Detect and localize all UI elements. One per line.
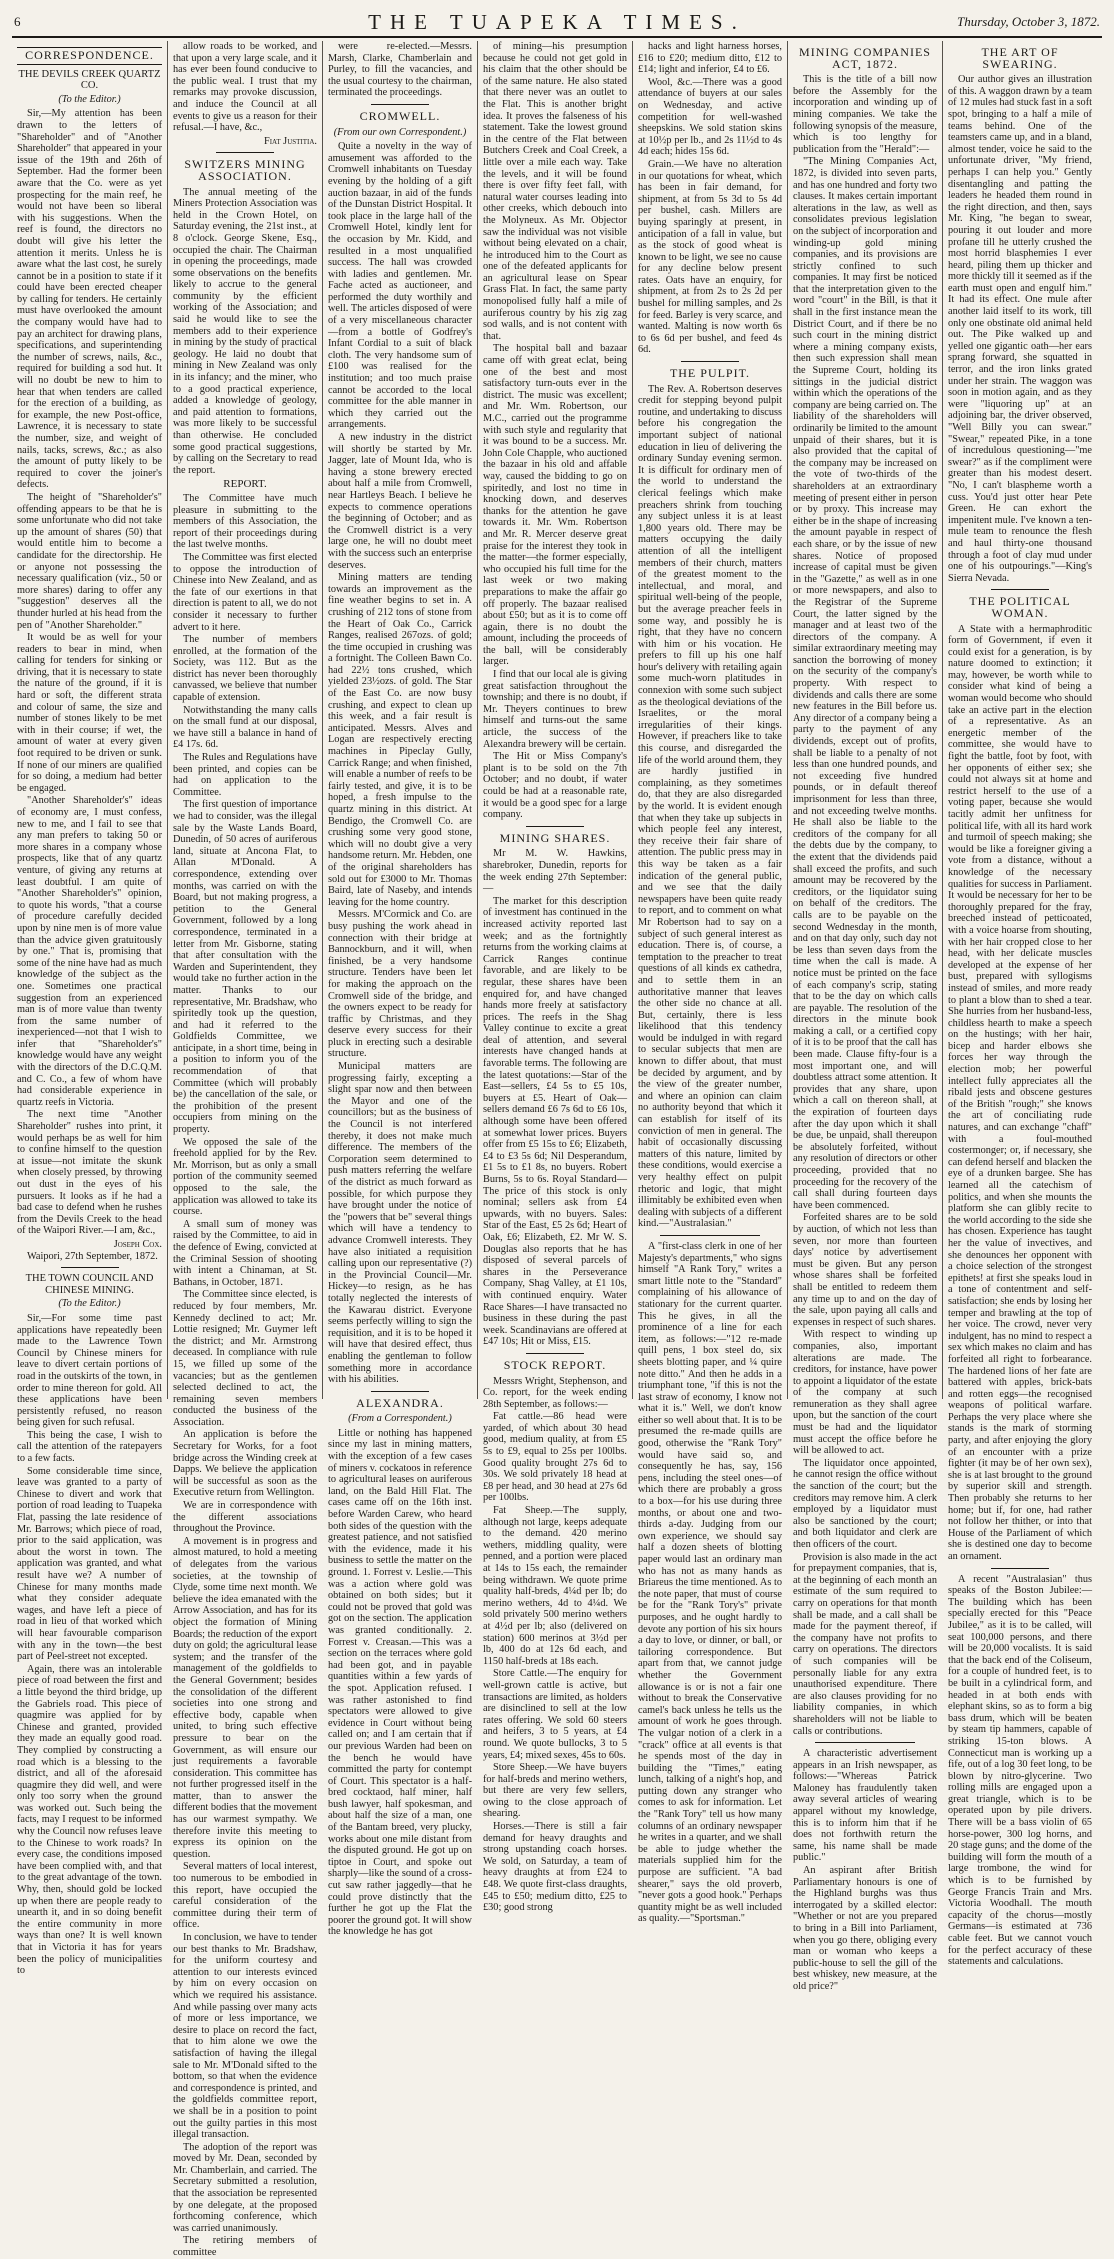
paragraph: allow roads to be worked, and that upon a very large scale, and it has ever been found conducive to the public weal. I trust that my remarks may provoke discussion, and induce the Council at all events to give us a reason for their refusal.—I have, &c.,	[173, 41, 317, 134]
article-body	[638, 1241, 782, 1925]
paragraph: "Another Shareholder's" ideas of economy are, I must confess, new to me, and I fail to see that any man prefers to taking 50 or more shares in a company whose prospects, like that of any quartz venture, of giving any returns at least doubtful. I am quite of "Another Shareholder's" opinion, to quote his words, "that a course of procedure carefully decided upon by nine men is of more value than the advice given gratuitously by one." That is, promising that some of the nine have had as much knowledge of the subject as the one. Sometimes one practical suggestion from an experienced man is of more value than twenty from the same number of inexperienced—not that I wish to infer that "Shareholder's" knowledge would have any weight with the directors of the D.C.Q.M. and C. Co., a few of whom have had considerable experience in quartz reefs in Victoria.	[17, 795, 162, 1108]
continued-text	[638, 41, 782, 356]
paragraph: A characteristic advertisement appears in an Irish newspaper, as follows:—"Whereas Patrick Maloney has fraudulently taken away several articles of wearing apparel without my knowledge, this is to inform him that if he does not forthwith return the same, his name shall be made public."	[793, 1748, 937, 1864]
paragraph: It would be as well for your readers to bear in mind, when calling for tenders for sinking or driving, that it is necessary to state the nature of the ground, if it is hard or soft, the different strata and colour of same, the size and number of stones likely to be met with in their course; if wet, the amount of water at every given foot required to be driven or sunk. If none of our miners are qualified for so doing, a medium had better be engaged.	[17, 632, 162, 794]
paragraph: Our author gives an illustration of this. A waggon drawn by a team of 12 mules had stuck fast in a soft spot, bringing to a half a mile of teams behind. One of the teamsters came up, and in a bland, almost tender, voice he said to the unfortunate driver, "My friend, perhaps I can help you." Gently disentangling and patting the leaders he headed them round in the right direction, and then, says Mr. King, "he began to swear, pouring it out louder and more profane till he utterly crushed the most horrid blasphemies I ever heard, piling them up thicker and more thickly till it seemed as if the earth must open and engulf him." It had its effect. One mule after another laid itself to its work, till only one obstinate old animal held out. The Pike walked up and yelled one gigantic oath—her ears sprang forward, she squatted in terror, and the iron links grated under her strain. The waggon was soon in motion again, and as they were "liquoring up" at an adjoining bar, the driver observed, "Well Billy you can swear." "Swear," repeated Pike, in a tone of incredulous questioning—"me swear?" as if the compliment were greater than his modest desert. "No, I can't blaspheme worth a cuss. You'd just otter hear Pete Green. He can exhort the impenitent mule. I've known a ten-mule team to renounce the flesh and haul thirty-one thousand through a foot of clay mud under one of his outpourings."—King's Sierra Nevada.	[948, 74, 1092, 584]
paragraph: The next time "Another Shareholder" rushes into print, it would perhaps be as well for him to confine himself to the question at issue—not imitate the skunk when closely pressed, by throwing out dust in the eyes of his pursuers. It looks as if he had a bad case to defend when he rushes from the Devils Creek to the head of the Waipori River.—I am, &c.,	[17, 1109, 162, 1237]
letter-title: THE TOWN COUNCIL AND CHINESE MINING.	[25, 1273, 154, 1296]
paragraph: Several matters of local interest, too numerous to be embodied in this report, have occupied the careful consideration of the committee during their term of office.	[173, 1861, 317, 1931]
paragraph: The retiring members of committee	[173, 2235, 317, 2259]
letter-note: (To the Editor.)	[58, 1298, 121, 1310]
paragraph: Little or nothing has happened since my last in mining matters, with the exception of a few cases of miners v. cockatoos in reference to agricultural leases on auriferous land, on the Bald Hill Flat. The cases came off on the 16th inst. before Warden Carew, who heard both sides of the question with the greatest patience, and not satisfied with the evidence, made it his business to settle the matter on the ground. 1. Forrest v. Leslie.—This was a action where gold was obtained on both sides; but it could not be proved that gold was got on the section. The application was granted conditionally. 2. Forrest v. Creasan.—This was a section on the terraces where gold had been got, and in payable quantities within a few yards of the spot. Application refused. I was rather astonished to find spectators were allowed to give evidence in Court without being called on; and I am certain that if our previous Warden had been on the bench he would have committed the party for contempt of Court. This spectator is a half-bred cocktaod, half miner, half bush lawyer, half spokesman, and about half the size of a man, one of the Bantam breed, very plucky, works about one mile distant from the disputed ground. He got up on tiptoe in Court, and spoke out sharply—like the sound of a cross-cut saw rather jaggedly—that he could prove distinctly that the further he got up the Flat the poorer the ground got. It will show the knowledge he has got	[328, 1427, 472, 1938]
paragraph: The adoption of the report was moved by Mr. Dean, seconded by Mr. Chamberlain, and carried. The Secretary submitted a resolution, that the association be represented by one delegate, at the proposed forthcoming conference, which was carried unanimously.	[173, 2141, 317, 2234]
paragraph: hacks and light harness horses, £16 to £20; medium ditto, £12 to £14; light and inferior, £4 to £6.	[638, 41, 782, 76]
paragraph: "The Mining Companies Act, 1872, is divided into seven parts, and has one hundred and forty two clauses. It makes certain important alterations in the law, as well as consolidates previous legislation on the subject of incorporation and winding-up gold mining companies, and its provisions are strictly confined to such companies. It may first be noticed that the interpretation given to the word "court" in the Bill, is that it shall in the first instance mean the District Court, and if there be no such court in the mining district where a mining company exists, then such expression shall mean the Supreme Court, holding its sittings in the judicial district within which the operations of the company are being carried on. The liability of the shareholders will ordinarily be limited to the amount unpaid of their shares, but it is also provided that the capital of the company may be increased on the vote of two-thirds of the shareholders at an extraordinary meeting of present either in person or by proxy. This increase may either be in the shape of increasing the amount payable in respect of each share, or by the issue of new shares. Notice of proposed increase of capital must be given in the "Gazette," as well as in one or more newspapers, and also to the Registrar of the Supreme Court, the latter signed by the manager and at least two of the directors of the company. A similar extraordinary meeting may sanction the borrowing of money on the security of the company's property. With respect to dividends and calls there are some new features in the Bill before us. Any director of a company being a party to the payment of any dividends, except out of profits, shall be liable to a penalty of not less than one hundred pounds, and not exceeding five hundred pounds, or in default thereof imprisonment for less than three, and not exceeding twelve months. He shall also be liable to the creditors of the company for all the debts due by the company, to the extent that the dividends paid shall exceed the profits, and such amount may be recovered by the creditors, or the liquidator suing on behalf of the creditors. The calls are to be payable on the second Wednesday in the month, and on that day only, such day not be less than seven days from the time when the call is made. A notice must be printed on the face of each company's scrip, stating that to be the day on which calls are payable. The resolution of the directors in the minute book making a call, or a certified copy of it is to be proof that the call has been made. Clause fifty-four is a most important one, and will doubtless attract some attention. It provides that any share, upon which a call on thereon shall, at the expiration of fourteen days after the day upon which it shall be due, be unpaid, shall thereupon be absolutely forfeited, without any resolution of directors or other proceeding, provided that no proceeding for the recovery of the call shall during fourteen days have been commenced.	[793, 156, 937, 1211]
paragraph: Notwithstanding the many calls on the small fund at our disposal, we have still a balance in hand of £4 17s. 6d.	[173, 704, 317, 751]
continued-text	[483, 41, 627, 821]
paragraph: A movement is in progress and almost matured, to hold a meeting of delegates from the various societies, at the township of Clyde, some time next month. We believe the idea emanated with the Arrow Association, and has for its object the formation of Mining Boards; the reduction of the export duty on gold; the agricultural lease system; and the transfer of the management of the goldfields to the General Government; besides the consolidation of the different societies into one strong and effective body, capable when united, to bring such effective pressure to bear on the Government, as will ensure our just requirements a favorable consideration. This committee has not further progressed itself in the matter, than to answer the different bodies that the movement has our warmest sympathy. We therefore invite this meeting to express its opinion on the question.	[173, 1535, 317, 1860]
section-stock-report: STOCK REPORT.	[503, 1357, 607, 1372]
continued-text	[173, 41, 317, 134]
paragraph: The Committee have much pleasure in submitting to the members of this Association, the report of their proceedings during the last twelve months.	[173, 492, 317, 551]
paragraph: This being the case, I wish to call the attention of the ratepayers to a few facts.	[17, 1429, 162, 1465]
divider	[526, 1353, 584, 1354]
paper-title: THE TUAPEKA TIMES.	[368, 10, 746, 34]
paragraph: A new industry in the district will shortly be started by Mr. Jagger, late of Mount Ida, who is having a stone brewery erected about half a mile from Cromwell, near Hartleys Beach. I believe he expects to commence operations the beginning of October; and as the Cromwell district is a very large one, he will no doubt meet with the success such an enterprise deserves.	[328, 432, 472, 571]
paragraph: The Committee was first elected to oppose the introduction of Chinese into New Zealand, and as the fate of our exertions in that direction is patent to all, we do not consider it necessary to further advert to it here.	[173, 551, 317, 633]
paragraph: The hospital ball and bazaar came off with great eclat, being one of the best and most satisfactory turn-outs ever in the district. The music was excellent; and Mr. Wm. Robertson, our M.C., carried out the programme with such style and regularity that it was bound to be a success. Mr. John Cole Chapple, who auctioned the bazaar in his old and affable way, caused the bidding to go on spiritedly, and lost no time in knocking down, and deserves thanks for the attention he gave towards it. Mr. Wm. Robertson and Mr. R. Mercer deserve great praise for the interest they took in the matter—the former especially, who occupied his full time for the last week or two making preparations to make the affair go off properly. The bazaar realised about £50; but as it is to come off again, there is no doubt the amount, including the proceeds of the ball, will be considerably larger.	[483, 343, 627, 668]
paragraph: A small sum of money was raised by the Committee, to aid in the defence of Ewing, convicted at the Criminal Session of shooting with intent a Chinaman, at St. Bathans, in October, 1871.	[173, 1218, 317, 1288]
paragraph: The first question of importance we had to consider, was the illegal sale by the Waste Lands Board, Dunedin, of 50 acres of auriferous land, situate at Ancona Flat, to Allan M'Donald. A correspondence, extending over months, was carried on with the Board, but not making progress, a petition to the General Government, followed by a long correspondence, terminated in a letter from Mr. Gisborne, stating that after consultation with the Warden and Superintendent, they would take no further action in the matter. Thanks to our representative, Mr. Bradshaw, who spiritedly took up the question, and had it referred to the Goldfields Committee, we anticipate, in a short time, being in a position to inform you of the recommendation of that Committee (which will probably be) the cancellation of the sale, or the prohibition of the present occupiers from mining on the property.	[173, 799, 317, 1136]
paragraph: With respect to winding up companies, also, important alterations are made. The creditors, for instance, have power to appoint a liquidator of the estate of the company at such remuneration as they shall agree upon, but the sanction of the court must be had and the liquidator must accept the office before he will be allowed to act.	[793, 1329, 937, 1457]
columns	[12, 41, 1102, 2259]
paragraph: The liquidator once appointed, he cannot resign the office without the sanction of the court; but the creditors may remove him. A clerk employed by a liquidator must also be sanctioned by the court; and both liquidator and clerk are then officers of the court.	[793, 1457, 937, 1550]
correspondent-note: (From a Correspondent.)	[348, 1413, 452, 1425]
report-body	[173, 493, 317, 2259]
letter-body	[17, 108, 162, 1237]
paragraph: The Rules and Regulations have been printed, and copies can be had on application to the Committee.	[173, 752, 317, 798]
article-body	[328, 141, 472, 1386]
paragraph: Wool, &c.—There was a good attendance of buyers at our sales on Wednesday, and active competition for well-washed sheepskins. We sold station skins at 10½p per lb., and 2s 11½d to 4s 4d each; hides 15s 6d.	[638, 76, 782, 158]
divider	[61, 1267, 119, 1268]
article-body	[948, 624, 1092, 1563]
paragraph: Horses.—There is still a fair demand for heavy draughts and strong upstanding coach horses. We sold, on Saturday, a team of heavy draughts at from £24 to £48. We quote first-class draughts, £45 to £50; medium ditto, £25 to £30; good strong	[483, 1821, 627, 1914]
divider	[991, 589, 1049, 590]
paragraph: Mining matters are tending towards an improvement as the fine weather begins to set in. A crushing of 212 tons of stone from the Heart of Oak Co., Carrick Ranges, realised 267ozs. of gold; the time occupied in crushing was a fortnight. The Colleen Bawn Co. had 22½ tons crushed, which yielded 23½ozs. of gold. The Star of the East Co. are now busy crushing, and expect to clean up this week, and a fair result is anticipated. Messrs. Alves and Logan are respectively erecting machines in Pipeclay Gully, Carrick Range; and when finished, will enable a number of reefs to be fairly tested, and give, it is to be hoped, a fresh impulse to the quartz mining in this district. At Bendigo, the Cromwell Co. are crushing some very good stone, which will no doubt give a very handsome return. Mr. Hebden, one of the original shareholders has sold out for £3000 to Mr. Thomas Baird, late of Naseby, and intends leaving for the home country.	[328, 572, 472, 908]
paragraph: The market for this description of investment has continued in the increased activity reported last week; and as the fortnightly returns from the working claims at Carrick Ranges continue favorable, and are likely to be regular, these shares have been enquired for, and have changed hands more freely at satisfactory prices. The reefs in the Shag Valley continue to excite a great deal of attention, and several interests have changed hands at favorable terms. The following are the latest quotations:—Star of the East—sellers, £4 5s to £5 10s, buyers at £5. Heart of Oak—sellers demand £6 7s 6d to £6 10s, although some have been offered at somewhat lower prices. Buyers offer from £5 15s to £6; Elizabeth, £4 to £3 5s 6d; Nil Desperandum, £1 5s to £1 8s, no buyers. Robert Burns, 5s to 6s. Royal Standard—The price of this stock is only nominal; sellers ask from £4 upwards, with no buyers. Sales: Star of the East, £5 2s 6d; Heart of Oak, £6; Elizabeth, £2. Mr W. S. Douglas also reports that he has disposed of several parcels of shares in the Perseverance Company, Shag Valley, at £1 10s, with continued enquiry. Water Race Shares—I have transacted no business in these during the past week. Scandinavians are offered at £47 10s; Hit or Miss, £15.	[483, 895, 627, 1348]
paragraph: A "first-class clerk in one of her Majesty's departments," who signs himself "A Rank Tory," writes a smart little note to the "Standard" complaining of his allowance of stationary for the current quarter. This he gives, in all the prominence of a line for each item, as follows:—"12 re-made quill pens, 1 box steel do, six sheets blotting paper, and ¼ quire note ditto." And then he adds in a triumphant tone, "if this is not the last straw of economy, I know not what it is." Well, we don't know either so well about that. It is to be presumed the re-made quills are good, otherwise the "Rank Tory" would have said so, and consequently he has, say, 156 pens, including the steel ones—of which there are probably a gross to a box—for his use during three months, or about one and two-thirds a-day. Judging from our own experience, we should say half a dozen sheets of blotting paper would last an ordinary man who has not as many hands as Briareus the time mentioned. As to the note paper, that must of course be for the "Rank Tory's" private purposes, and he ought hardly to devote any portion of his six hours a day to love, or dinner, or ball, or tailoring correspondence. But apart from that, we cannot judge whether the Government allowance is or is not a fair one without to break the Conservative camel's back unless he tells us the amount of work he goes through. The vulgar notion of a clerk in a "crack" office at all events is that he spends most of the day in building the "Times," eating lunch, talking of a night's hop, and putting down any stranger who comes to ask for information. Let the "Rank Tory" tell us how many columns of an ordinary newspaper he writes in a quarter, and we shall be able to judge whether the materials supplied him for the purpose are sufficient. "A bad shearer," says the old proverb, "never gots a good hook." Perhaps quantity might be as well included as quality.—"Sportsman."	[638, 1240, 782, 1925]
section-pulpit: THE PULPIT.	[669, 366, 751, 381]
paragraph: The height of "Shareholder's" offending appears to be that he is some unfortunate who did not take up the amount of shares (50) that would entitle him to become a candidate for the directorship. He or anyone not possessing the necessary qualification (viz., 50 or more shares) daring to offer any "suggestion" deserves all the thunder hurled at his head from the pen of "Another Shareholder."	[17, 491, 162, 631]
article-body	[638, 384, 782, 1230]
paragraph: In conclusion, we have to tender our best thanks to Mr. Bradshaw, for the uniform courtesy and attention to our interests evinced by him on every occasion on which we required his assistance. And while passing over many acts of more or less importance, we desire to place on record the fact, that to him alone we owe the satisfaction of having the illegal sale to Mr. M'Donald sifted to the bottom, so that when the evidence and correspondence is printed, and the goldfields committee report, we shall be in a position to point out the guilty parties in this most illegal transaction.	[173, 1932, 317, 2141]
paragraph: Messrs. M'Cormick and Co. are busy pushing the work ahead in connection with their bridge at Bannockburn, and it will, when finished, be a very handsome structure. Tenders have been let for making the approach on the Cromwell side of the bridge, and the owners expect to be ready for traffic by Christmas, and they deserve every success for their pluck in erecting such a desirable structure.	[328, 909, 472, 1060]
divider	[216, 152, 274, 153]
paragraph: Municipal matters are progressing fairly, excepting a slight spar now and then between the Mayor and one of the councillors; but as the business of the Council is not interfered thereby, it does not make much difference. The members of the Corporation seem determined to push matters referring the welfare of the district as much forward as possible, for which purpose they have brought under the notice of the "powers that be" several things which will have a tendency to advance Cromwell interests. They have also initiated a requisition calling upon our representative (?) in the Provincial Council—Mr. Hickey—to resign, as he has totally neglected the interests of the Kawarau district. Everyone seems perfectly willing to sign the requisition, and it is to be hoped it will have that desired effect, thus enabling the gentleman to follow something more in accordance with his abilities.	[328, 1061, 472, 1386]
paragraph: Forfeited shares are to be sold by auction, of which not less than seven, nor more than fourteen days' notice by advertisement must be given. But any person whose shares shall be forfeited shall be entitled to redeem them any time up to and on the day of the sale, upon paying all calls and expenses in respect of such shares.	[793, 1212, 937, 1328]
letter-title: THE DEVILS CREEK QUARTZ CO.	[18, 68, 161, 92]
correspondent-note: (From our own Correspondent.)	[333, 126, 467, 138]
paragraph: We opposed the sale of the freehold applied for by the Rev. Mr. Morrison, but as only a small portion of the community seemed opposed to the sale, the application was allowed to take its course.	[173, 1136, 317, 1218]
letter-signature: Joseph Cox.	[113, 1238, 162, 1250]
paragraph: A recent "Australasian" thus speaks of the Boston Jubilee:—The building which has been specially erected for this "Peace Jubilee," as it is to be called, will seat 100,000 persons, and there will be 20,000 vocalists. It is said that the back end of the Coliseum, for a couple of hundred feet, is to be built in a cylindrical form, and headed in at both ends with elephant skins, so as to form a big bass drum, which will be beaten by steam tip hammers, capable of striking 15-ton blows. A Connecticut man is working up a fife, out of a log 30 feet long, to be blown by nitro-glycerine. Two rolling mills are engaged upon a great triangle, which is to be operated upon by pile drivers. There will be a bass violin of 65 horse-power, 300 log horns, and 20 stage guns; and the dome of the building will form the mouth of a large trombone, the wind for which is to be furnished by George Francis Train and Mrs. Victoria Woodhall. The mouth capacity of the chorus—mostly Germans—is estimated at 736 cable feet. But we cannot vouch for the perfect accuracy of these statements and calculations.	[948, 1573, 1092, 1968]
paragraph: were re-elected.—Messrs. Marsh, Clarke, Chamberlain and Purley, to fill the vacancies, and the usual courtesy to the chairman, terminated the proceedings.	[328, 41, 472, 99]
column-1	[12, 41, 167, 1977]
article-body	[328, 1428, 472, 1938]
article-body	[483, 848, 627, 1348]
paragraph: An application is before the Secretary for Works, for a foot bridge across the Winding creek at Dapps. We believe the application will be successful as soon as the Executive return from Wellington.	[173, 1429, 317, 1499]
paragraph: I find that our local ale is giving great satisfaction throughout the township; and there is no doubt, if Mr. Theyers continues to brew himself and turns-out the same article, the success of the Alexandra brewery will be certain.	[483, 669, 627, 750]
section-political-woman: THE POLITICAL WOMAN.	[969, 594, 1071, 620]
article-body	[793, 74, 937, 1737]
paragraph: Sir,—My attention has been drawn to the letters of "Shareholder" and of "Another Shareholder" that appeared in your issue of the 19th and 26th of September. Had the former been aware that the Co. were as yet prospecting for the main reef, he would not have been so liberal with his suggestions. When the reef is found, the directors no doubt will give his letter the attention it merits. Unless he is aware what the last cost, he surely cannot be in a position to state if it could have been erected cheaper by calling for tenders. He certainly must have overlooked the amount the company would have had to pay an architect for drawing plans, specifications, and superintending the number of screws, nails, &c., required for building a sod hut. It will no doubt be new to him to hear that when tenders are called for the erection of a building, as for example, the new Post-office, Lawrence, it is necessary to state the number, size, and weight of nails, tacks, screws, &c.; as also the amount of putty likely to be required to cover the joiner's defects.	[17, 108, 162, 491]
column-2	[167, 41, 322, 2259]
letter-body	[17, 1313, 162, 1977]
paragraph: An aspirant after British Parliamentary honours is one of the Highland burghs was thus interrogated by a skilled elector: "Whether or not are you prepared to bring in a Bill into Parliament, when you go there, obliging every man or woman who keeps a public-house to sell the gill of the best whiskey, new measure, at the old price?"	[793, 1865, 937, 1992]
column-6	[787, 41, 942, 1992]
paragraph: Quite a novelty in the way of amusement was afforded to the Cromwell inhabitants on Tuesday evening by the holding of a gift auction bazaar, in aid of the funds of the Dunstan District Hospital. It took place in the large hall of the Cromwell Hotel, kindly lent for the occasion by Mr. Kidd, and resulted in a most unqualified success. The hall was crowded with ladies and gentlemen. Mr. Fache acted as auctioneer, and performed the duty worthily and well. The articles disposed of were of a very miscellaneous character—from a bottle of Godfrey's Infant Cordial to a suit of black cloth. The very handsome sum of £100 was realised for the institution; and too much praise cannot be accorded to the local committee for the able manner in which they carried out the arrangements.	[328, 141, 472, 431]
paragraph: Grain.—We have no alteration in our quotations for wheat, which has been in fair demand, for shipment, at from 5s 3d to 5s 4d per bushel, cash. Millers are buying sparingly at present, in anticipation of a fall in value, but as the stock of good wheat is known to be light, we see no cause for any decline below present rates. Oats have an enquiry, for shipment, at from 2s to 2s 2d per bushel for milling samples, and 2s for feed. Barley is very scarce, and wanted. Malting is now worth 6s to 6s 6d per bushel, and feed 4s 6d.	[638, 158, 782, 356]
issue-date: Thursday, October 3, 1872.	[957, 14, 1100, 29]
divider	[815, 1742, 916, 1743]
column-3	[322, 41, 477, 1938]
divider	[681, 361, 739, 362]
paragraph: Provision is also made in the act for prepayment companies, that is, at the beginning of each month an estimate of the sum required to carry on operations for that month shall be made, and a call shall be made for the payment thereof, if the company have not profits to carry on operations. The directors of such companies will be personally liable for any extra unauthorised expenditure. There are also clauses providing for no liability companies, in which shareholders will not be liable to calls or contributions.	[793, 1551, 937, 1737]
paragraph: Fat Sheep.—The supply, although not large, keeps adequate to the demand. 420 merino wethers, middling quality, were penned, and a portion were placed at 14s to 15s each, the remainder being withdrawn. We quote prime quality half-breds, 4¼d per lb; do merino wethers, 4d to 4¼d. We sold privately 500 merino wethers at 4½d per lb; also (delivered on station) 600 merinos at 3½d per lb, 400 do at 12s 6d each, and 1150 half-breds at 18s each.	[483, 1505, 627, 1667]
continued-text	[328, 41, 472, 99]
paragraph: Store Cattle.—The enquiry for well-grown cattle is active, but transactions are limited, as holders are disinclined to sell at the low rates offering. We sold 60 steers and heifers, 3 to 5 years, at £4 round. We quote bullocks, 3 to 5 years, £4; mixed sexes, 45s to 60s.	[483, 1668, 627, 1761]
article-body	[483, 1376, 627, 1914]
paragraph: Again, there was an intolerable piece of road between the first and a little beyond the third bridge, up the Gabriels road. This piece of quagmire was applied for by Chinese and granted, provided they made an equally good road. They complied by constructing a road which is a blessing to the district, and all of the aforesaid quagmire they did well, and were only too sorry when the ground was worked out. Such being the facts, may I request to be informed why the Council now refuses leave to the Chinese to work roads? In every case, the conditions imposed have been complied with, and that to the great advantage of the town. Why, then, should gold be locked up when there are people ready to unearth it, and in so doing benefit the entire community in more ways than one? It is well known that in Victoria it has for years been the policy of municipalities to	[17, 1663, 162, 1977]
article-body	[173, 187, 317, 477]
section-art-of-swearing: THE ART OF SWEARING.	[981, 45, 1059, 71]
paragraph: This is the title of a bill now before the Assembly for the incorporation and winding up of mining companies. We take the following synopsis of the measure, which is too lengthy for publication from the "Herald":—	[793, 74, 937, 155]
column-5	[632, 41, 787, 1925]
paragraph: Mr M. W. Hawkins, sharebroker, Dunedin, reports for the week ending 27th September:—	[483, 848, 627, 895]
section-correspondence: CORRESPONDENCE.	[17, 47, 162, 65]
paragraph: Fat cattle.—86 head were yarded, of which about 30 head good, medium quality, at from £5 5s to £9, equal to 25s per 100lbs. Good quality brought 27s 6d to 30s. We sold privately 18 head at £8 per head, and 30 head at 27s 6d per 100lbs.	[483, 1411, 627, 1504]
paragraph: The annual meeting of the Miners Protection Association was held in the Crown Hotel, on Saturday evening, the 21st inst., at 8 o'clock. George Skene, Esq., occupied the chair. The Chairman in opening the proceedings, made some observations on the benefits likely to accrue to the general community by the efficient working of the Association; and said he would like to see the members add to their experience in mining by the study of practical geology. He laid no doubt that mining in New Zealand was only in its infancy; and the miner, who to a good practical experience, added a knowledge of geology, and paid attention to formations, was more likely to be successful than otherwise. He concluded some good practical suggestions, by calling on the Secretary to read the report.	[173, 186, 317, 476]
article-body	[793, 1748, 937, 1992]
column-4	[477, 41, 632, 1914]
letter-dateline: Waipori, 27th September, 1872.	[27, 1250, 158, 1262]
paragraph: The Hit or Miss Company's plant is to be sold on the 7th October; and no doubt, if water could be had at a reasonable rate, it would be a good spec for a large company.	[483, 751, 627, 821]
paragraph: Some considerable time since, leave was granted to a party of Chinese to divert and work that portion of road leading to Tuapeka Flat, passing the late residence of Mr. Barrows; which piece of road, prior to the said application, was about the worst in town. The application was granted, and what result have we? A number of Chinese for many months made what they consider adequate wages, and have left a piece of road in lieu of that worked which will hear favourable comparison with any in the town—the best part of Peel-street not excepted.	[17, 1465, 162, 1663]
paragraph: Messrs Wright, Stephenson, and Co. report, for the week ending 28th September, as follows:—	[483, 1375, 627, 1410]
paragraph: Store Sheep.—We have buyers for half-breds and merino wethers, but there are very few sellers, owing to the close approach of shearing.	[483, 1762, 627, 1820]
paragraph: Sir,—For some time past applications have repeatedly been made to the Lawrence Town Council by Chinese miners for leave to divert certain portions of road in the outskirts of the town, in order to mine thereon for gold. All these applications have been persistently refused, no reason being given for such refusal.	[17, 1312, 162, 1429]
letter-signature: Fiat Justitia.	[264, 135, 317, 147]
column-7	[942, 41, 1097, 1968]
section-mining-companies-act: MINING COMPANIES ACT, 1872.	[799, 45, 931, 71]
masthead	[12, 6, 1102, 38]
divider	[371, 104, 429, 105]
article-body	[948, 74, 1092, 584]
divider	[371, 1391, 429, 1392]
paragraph: The number of members enrolled, at the formation of the Society, was 112. But as the district has never been thoroughly canvassed, we believe that number capable of extension.	[173, 634, 317, 704]
paragraph: A State with a hermaphroditic form of Government, if even it could exist for a generation, is by nature doomed to extinction; it may, however, be worth while to consider what kind of being a woman would become who should take an active part in the election of a representative. As an energetic member of the committee, she would have to fight the battle, foot by foot, with her opponents of either sex; she could not always sit at home and restrict herself to the use of a voting paper, because she would tacitly admit her unfitness for political life, with all its hard work and turmoil of speech making; she would be like a foreigner giving a vote from a distance, without a knowledge of the necessary qualities for success in Parliament. It would be necessary for her to be thoroughly prepared for the fray, breeched instead of petticoated, with a voice hoarse from shouting, with her hair cropped close to her head, with her delicate muscles developed at the expense of her bust, prepared with syllogisms instead of smiles, and more ready to plant a blow than to shed a tear. She hurries from her husband-less, childless hearth to make a speech on the hustings; with her hair, bicep and harder elbows she forces her way through the election mob; her powerful intellect fully appreciates all the ribald jests and obscene gestures of the British "rough;" she knows the art of conciliating rude natures, and can exchange "chaff" with a foul-mouthed costermonger; or, if necessary, she can defend herself and blacken the eye of a drunken bargee. She has learned all the catechism of politics, and when she mounts the platform she can glibly recite to the world according to the side she has chosen. Experience has taught her the value of invectives, and she denounces her opponent with a choice selection of the strongest epithets! at first she speaks loud in a tone of contentment and self-satisfaction; she ends by losing her temper and brawling at the top of her voice. The crowd, never very indulgent, has no mind to respect a sex which makes no claim and has forfeited all right to forbearance. The hardened lions of her fate are battered with apples, brick-bats and rotten eggs—the recognised weapons of political warfare. Perhaps the very place where she stands is the mark of storming party, and after enjoying the glory of an encounter with a prize fighter (it may be of her own sex), she is at last brought to the ground by superior skill and strength. Then probably she returns to her home; but if, for one, had rather not follow her thither, or into that House of the Parliament of which she is destined one day to become an ornament.	[948, 623, 1092, 1562]
article-body	[948, 1574, 1092, 1968]
divider	[991, 1568, 1049, 1569]
section-cromwell: CROMWELL.	[359, 108, 441, 123]
section-switzers: SWITZERS MINING ASSOCIATION.	[184, 157, 306, 183]
section-alexandra: ALEXANDRA.	[356, 1395, 444, 1410]
divider	[526, 826, 584, 827]
paragraph: of mining—his presumption because he could not get gold in his claim that the other should be of the same nature. He also stated that there never was an outlet to the Flat. This is another bright idea. It proves the falseness of his statement. Take the lowest ground in the centre of the Flat between Butchers Creek and Coal Creek, a little over a mile each way. Take the levels, and it will be found there is over fifty feet fall, with natural water courses leading into other creeks, which debouch into the Molyneux. As Mr. Objector saw the individual was not visible without being elevated on a chair, he introduced him to the Court as one of the defeated applicants for an agricultural lease on Spear Grass Flat. In fact, the same party monopolised fully half a mile of auriferous country by his zig zag sod walls, and is not content with that.	[483, 41, 627, 342]
paragraph: The Committee since elected, is reduced by four members, Mr. Kennedy declined to act; Mr. Lottie resigned; Mr. Guymer left the district; and Mr. Armstrong deceased. In compliance with rule 15, we filled up some of the vacancies; but as the gentlemen selected declined to act, the remaining seven members conducted the business of the Association.	[173, 1289, 317, 1428]
divider	[660, 1235, 761, 1236]
letter-note: (To the Editor.)	[58, 93, 121, 105]
section-mining-shares: MINING SHARES.	[499, 830, 611, 845]
paragraph: The Rev. A. Robertson deserves credit for stepping beyond pulpit routine, and undertaking to discuss before his congregation the important subject of national education in lieu of delivering the ordinary Sunday evening sermon. It is difficult for ordinary men of the world to understand the clerical feelings which make preachers shrink from touching any subject unless it is at least 1,800 years old. There may be matters occupying the daily attention of all the intelligent members of their church, matters of the greatest moment to the intellectual, and moral, and spiritual well-being of the people, but the average preacher feels in some way, and possibly he is right, that they have no concern with him or his vocation. He prefers to fill up his one half hour's delivery with retailing again some much-worn platitudes in connexion with some such subject as the theological deviations of the Israelites, or the moral irregularities of their kings. However, if preachers like to take this course, and disregarded the life of the world around them, they are hardly justified in complaining, as they sometimes do, that they are also disregarded by the world. It is evident enough that when they take up subjects in which people feel any interest, they receive their fair share of attention. The public press may in this way be taken as a fair indication of the general public, and we see that the daily newspapers have been quite ready to report, and to comment on what Mr Robertson had to say on a subject of such general interest as education. There is, of course, a temptation to the preacher to treat questions of all kinds ex cathedra, and to settle them in an authoritative manner that leaves the other side no chance at all. But, certainly, there is less likelihood that this tendency would be indulged in with regard to secular subjects that men are known to differ about, that must be decided by argument, and by the view of the greater number, and where an opinion can claim no authority beyond that which it can establish for itself of its conviction of men in general. The habit of occasionally discussing matters of this nature, limited by these conditions, would exercise a very healthy effect on pulpit rhetoric and logic, that might illimitably be exhibited even when dealing with subjects of a different kind.—"Australasian."	[638, 383, 782, 1230]
page-number: 6	[14, 14, 21, 29]
report-heading: REPORT.	[223, 478, 267, 491]
paragraph: We are in correspondence with the different associations throughout the Province.	[173, 1500, 317, 1535]
